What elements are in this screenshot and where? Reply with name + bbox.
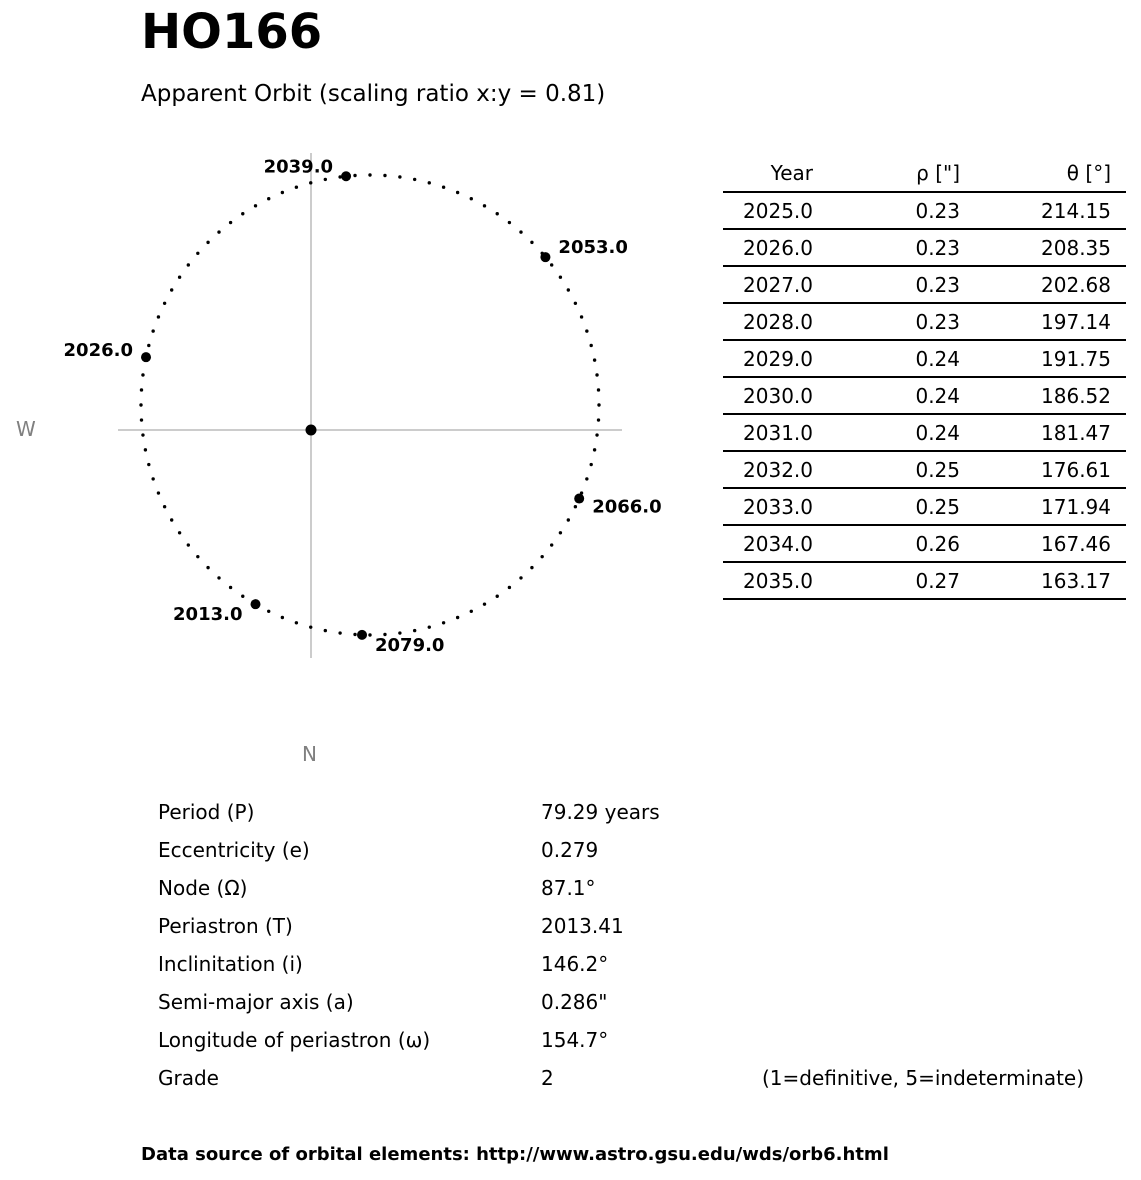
orbit-dot	[267, 197, 270, 200]
ephemeris-header-row	[723, 155, 1126, 192]
orbit-dot	[496, 595, 499, 598]
ephemeris-year: 2026.0	[723, 229, 813, 266]
orbit-dot	[595, 373, 598, 376]
ephemeris-row	[723, 377, 1126, 414]
epoch-label: 2039.0	[263, 156, 334, 178]
orbit-dot	[309, 625, 312, 628]
orbit-dot	[559, 531, 562, 534]
element-value: 2013.41	[541, 914, 624, 938]
orbit-dot	[206, 566, 209, 569]
ephemeris-rho: 0.24	[813, 377, 960, 414]
orbit-dot	[217, 576, 220, 579]
orbit-dot	[151, 477, 154, 480]
orbit-dot	[540, 555, 543, 558]
element-value: 0.279	[541, 838, 599, 862]
orbit-dot	[470, 197, 473, 200]
ephemeris-row	[723, 192, 1126, 229]
orbit-dot	[140, 418, 143, 421]
orbit-dot	[281, 616, 284, 619]
ephemeris-rho: 0.25	[813, 488, 960, 525]
orbit-dot	[353, 174, 356, 177]
column-spacer	[1111, 562, 1126, 599]
ephemeris-row	[723, 414, 1126, 451]
ephemeris-theta: 171.94	[960, 488, 1111, 525]
orbit-dot	[196, 252, 199, 255]
ephemeris-year: 2030.0	[723, 377, 813, 414]
orbit-dot	[295, 621, 298, 624]
star-title: HO166	[141, 4, 323, 60]
element-value: 87.1°	[541, 876, 596, 900]
orbit-dot	[574, 505, 577, 508]
ephemeris-year: 2025.0	[723, 192, 813, 229]
orbit-dot	[383, 174, 386, 177]
orbit-dot	[178, 276, 181, 279]
orbit-dot	[585, 477, 588, 480]
epoch-marker	[357, 630, 367, 640]
ephemeris-year: 2035.0	[723, 562, 813, 599]
ephemeris-rho: 0.23	[813, 229, 960, 266]
orbit-dot	[147, 344, 150, 347]
element-label: Node (Ω)	[158, 876, 248, 900]
epoch-label: 2013.0	[173, 604, 243, 626]
orbit-dot	[241, 595, 244, 598]
column-spacer	[1111, 414, 1126, 451]
orbit-dot	[217, 230, 220, 233]
orbit-dot	[157, 315, 160, 318]
column-spacer	[1111, 192, 1126, 229]
ephemeris-theta: 163.17	[960, 562, 1111, 599]
orbit-dot	[428, 181, 431, 184]
ephemeris-year: 2033.0	[723, 488, 813, 525]
ephemeris-year: 2029.0	[723, 340, 813, 377]
orbit-dot	[157, 491, 160, 494]
orbit-dot	[456, 616, 459, 619]
ephemeris-year: 2028.0	[723, 303, 813, 340]
orbit-dot	[428, 625, 431, 628]
primary-star-marker	[306, 425, 317, 436]
ephemeris-rho: 0.23	[813, 192, 960, 229]
orbit-dot	[229, 586, 232, 589]
orbit-dot	[589, 344, 592, 347]
epoch-marker	[141, 352, 151, 362]
column-spacer	[1111, 229, 1126, 266]
orbit-dot	[338, 631, 341, 634]
orbit-dot	[442, 186, 445, 189]
column-header-year: Year	[723, 155, 813, 192]
ephemeris-theta: 186.52	[960, 377, 1111, 414]
orbit-dot	[530, 241, 533, 244]
orbit-dot	[368, 633, 371, 636]
orbit-dot	[580, 315, 583, 318]
orbit-dot	[151, 329, 154, 332]
orbit-dot	[368, 173, 371, 176]
orbit-dot	[519, 230, 522, 233]
element-value: 79.29 years	[541, 800, 660, 824]
orbit-dot	[170, 518, 173, 521]
orbit-dot	[519, 576, 522, 579]
orbit-dot	[141, 373, 144, 376]
ephemeris-row	[723, 562, 1126, 599]
epoch-marker	[540, 252, 550, 262]
orbit-dot	[496, 212, 499, 215]
orbit-dot	[398, 175, 401, 178]
element-label: Semi-major axis (a)	[158, 990, 354, 1014]
orbit-dot	[567, 288, 570, 291]
chart-subtitle: Apparent Orbit (scaling ratio x:y = 0.81)	[141, 81, 606, 107]
column-spacer	[1111, 377, 1126, 414]
epoch-marker	[574, 494, 584, 504]
grade-note: (1=definitive, 5=indeterminate)	[762, 1066, 1085, 1090]
orbit-dot	[324, 178, 327, 181]
ephemeris-row	[723, 451, 1126, 488]
column-spacer	[1111, 340, 1126, 377]
orbit-dot	[196, 555, 199, 558]
ephemeris-theta: 202.68	[960, 266, 1111, 303]
ephemeris-body	[723, 192, 1126, 599]
ephemeris-theta: 181.47	[960, 414, 1111, 451]
column-spacer	[1111, 451, 1126, 488]
north-label: N	[302, 742, 317, 766]
orbit-dot	[442, 621, 445, 624]
orbit-dot	[597, 388, 600, 391]
ephemeris-row	[723, 229, 1126, 266]
ephemeris-year: 2034.0	[723, 525, 813, 562]
epoch-marker	[341, 171, 351, 181]
ephemeris-theta: 176.61	[960, 451, 1111, 488]
column-spacer	[1111, 155, 1126, 192]
orbit-dot	[147, 463, 150, 466]
west-label: W	[16, 417, 36, 441]
orbit-dot	[241, 212, 244, 215]
orbit-dot	[309, 181, 312, 184]
column-spacer	[1111, 266, 1126, 303]
epoch-label: 2053.0	[558, 237, 628, 259]
column-spacer	[1111, 488, 1126, 525]
ephemeris-row	[723, 303, 1126, 340]
orbit-dot	[483, 602, 486, 605]
orbit-dot	[597, 403, 600, 406]
orbit-dot	[140, 388, 143, 391]
orbit-dot	[295, 186, 298, 189]
column-spacer	[1111, 303, 1126, 340]
element-label: Eccentricity (e)	[158, 838, 310, 862]
orbit-plot	[0, 0, 700, 700]
orbit-dot	[550, 543, 553, 546]
orbit-dot	[281, 191, 284, 194]
orbit-dot	[483, 204, 486, 207]
orbit-dot	[324, 629, 327, 632]
ephemeris-row	[723, 488, 1126, 525]
orbit-dot	[187, 263, 190, 266]
element-label: Longitude of periastron (ω)	[158, 1028, 431, 1052]
orbit-dot	[353, 633, 356, 636]
ephemeris-theta: 167.46	[960, 525, 1111, 562]
orbit-dot	[597, 418, 600, 421]
orbit-dot	[574, 302, 577, 305]
column-spacer	[1111, 525, 1126, 562]
ephemeris-rho: 0.26	[813, 525, 960, 562]
ephemeris-rho: 0.23	[813, 266, 960, 303]
orbit-dot	[508, 221, 511, 224]
ephemeris-year: 2032.0	[723, 451, 813, 488]
orbit-dot	[178, 531, 181, 534]
orbit-dot	[413, 178, 416, 181]
element-label: Periastron (T)	[158, 914, 293, 938]
orbit-dot	[567, 518, 570, 521]
column-header-rho: ρ ["]	[813, 155, 960, 192]
ephemeris-rho: 0.23	[813, 303, 960, 340]
orbit-dot	[163, 505, 166, 508]
orbit-dot	[456, 191, 459, 194]
orbit-dot	[559, 276, 562, 279]
ephemeris-theta: 208.35	[960, 229, 1111, 266]
orbit-dot	[141, 433, 144, 436]
epoch-label: 2026.0	[63, 339, 134, 361]
orbit-dot	[229, 221, 232, 224]
orbit-dot	[254, 204, 257, 207]
element-label: Inclinitation (i)	[158, 952, 303, 976]
orbit-dot	[267, 610, 270, 613]
column-header-theta: θ [°]	[960, 155, 1111, 192]
ephemeris-theta: 191.75	[960, 340, 1111, 377]
ephemeris-year: 2031.0	[723, 414, 813, 451]
ephemeris-rho: 0.24	[813, 414, 960, 451]
orbit-dot	[595, 433, 598, 436]
ephemeris-rho: 0.27	[813, 562, 960, 599]
orbit-dot	[413, 629, 416, 632]
orbit-dot	[163, 302, 166, 305]
ephemeris-theta: 197.14	[960, 303, 1111, 340]
element-value: 0.286"	[541, 990, 608, 1014]
ephemeris-rho: 0.24	[813, 340, 960, 377]
element-label: Grade	[158, 1066, 219, 1090]
element-value: 2	[541, 1066, 554, 1090]
orbit-dot	[170, 288, 173, 291]
epoch-marker	[251, 599, 261, 609]
ephemeris-row	[723, 340, 1126, 377]
orbit-dot	[550, 263, 553, 266]
element-label: Period (P)	[158, 800, 255, 824]
epoch-label: 2066.0	[592, 496, 662, 518]
ephemeris-row	[723, 525, 1126, 562]
data-source: Data source of orbital elements: http://www.astro.gsu.edu/wds/orb6.html	[141, 1144, 889, 1165]
ephemeris-year: 2027.0	[723, 266, 813, 303]
epoch-label: 2079.0	[375, 634, 445, 656]
orbit-dot	[530, 566, 533, 569]
orbit-dot	[593, 358, 596, 361]
orbit-dot	[139, 403, 142, 406]
element-value: 154.7°	[541, 1028, 609, 1052]
orbit-dot	[589, 463, 592, 466]
orbit-dot	[593, 448, 596, 451]
element-value: 146.2°	[541, 952, 609, 976]
orbit-dot	[508, 586, 511, 589]
orbit-dot	[187, 543, 190, 546]
orbit-dot	[206, 241, 209, 244]
orbit-dot	[470, 610, 473, 613]
orbit-dot	[585, 329, 588, 332]
orbit-dot	[144, 448, 147, 451]
ephemeris-table	[723, 155, 1126, 600]
ephemeris-row	[723, 266, 1126, 303]
ephemeris-theta: 214.15	[960, 192, 1111, 229]
ephemeris-rho: 0.25	[813, 451, 960, 488]
